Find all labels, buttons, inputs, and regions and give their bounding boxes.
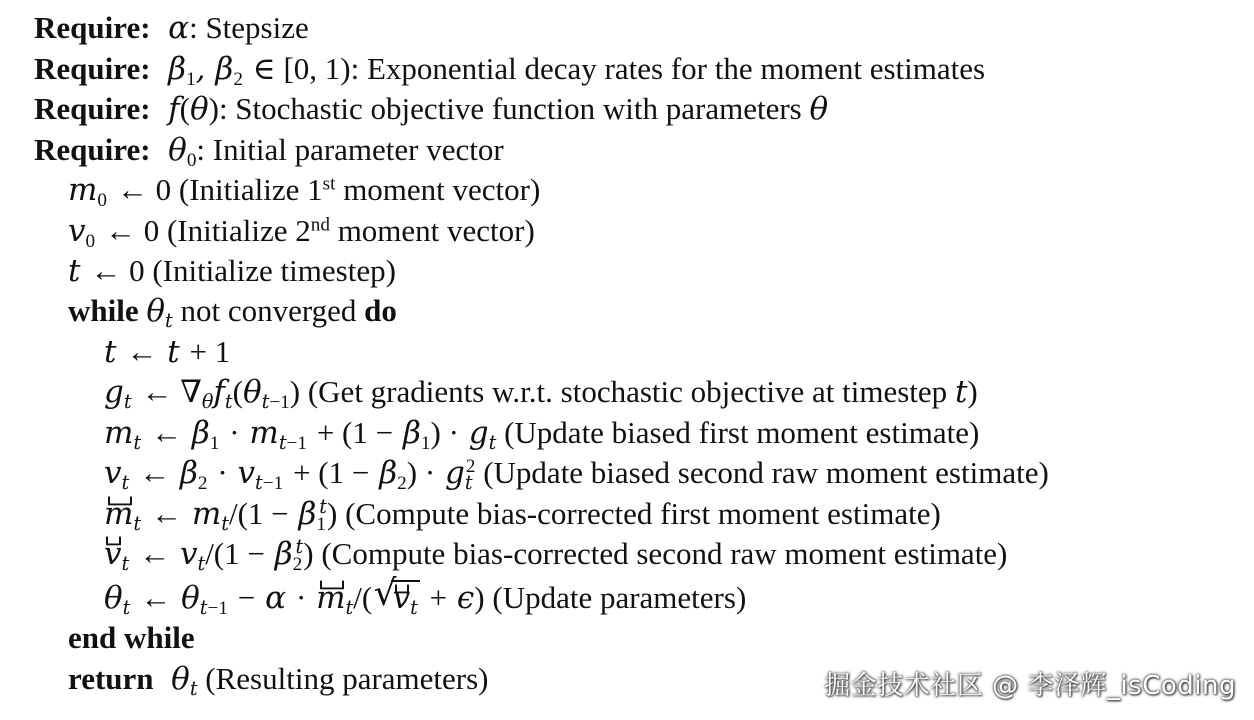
init-text-3: (Initialize timestep) bbox=[144, 253, 396, 288]
init-math-3: t ← 0 bbox=[68, 253, 145, 289]
require-keyword: Require: bbox=[34, 132, 151, 167]
while-line bbox=[68, 291, 397, 331]
loop-math-5: $m_t$ ← $m_t/(1 - \beta_1^t)$ bbox=[104, 495, 338, 535]
watermark: 掘金技术社区 @ 李泽辉_isCoding bbox=[824, 671, 1236, 701]
loop-text-4: (Update biased second raw moment estimate) bbox=[475, 455, 1049, 490]
require-keyword: Require: bbox=[34, 91, 151, 126]
require-keyword: Require: bbox=[34, 51, 151, 86]
loop-line-4 bbox=[104, 453, 1049, 493]
return-text: (Resulting parameters) bbox=[205, 661, 489, 696]
return-keyword: return bbox=[68, 661, 154, 696]
while-condition: $\theta_t$ bbox=[146, 293, 173, 332]
loop-math-3: $m_t$ ← $\beta_1 \cdot m_{t-1} + (1 - \beta_1) \cdot g_t$ bbox=[104, 415, 497, 454]
loop-line-2 bbox=[104, 372, 978, 412]
require-line-2 bbox=[34, 49, 985, 89]
require-line-3 bbox=[34, 89, 828, 129]
init-math-2: $v_0$ ← 0 bbox=[68, 213, 160, 252]
return-line bbox=[68, 659, 489, 699]
loop-math-2: $g_t$ ← $\nabla_\theta f_t(\theta_{t-1})$ bbox=[104, 374, 301, 413]
require-line-1 bbox=[34, 8, 309, 48]
while-keyword: while bbox=[68, 293, 139, 328]
end-while-line bbox=[68, 618, 195, 658]
return-math: $\theta_t$ bbox=[161, 661, 198, 700]
require-math-3: f(θ) bbox=[158, 91, 219, 127]
loop-math-4: $v_t$ ← $\beta_2 \cdot v_{t-1} + (1 - \beta_2) \cdot g_t^2$ bbox=[104, 455, 476, 494]
loop-text-3: (Update biased first moment estimate) bbox=[496, 415, 980, 450]
while-text: not converged bbox=[180, 293, 357, 328]
require-text-2: : Exponential decay rates for the moment estimates bbox=[350, 51, 986, 86]
loop-line-5 bbox=[104, 494, 941, 534]
do-keyword: do bbox=[364, 293, 397, 328]
loop-text-2: (Get gradients w.r.t. stochastic objective at timestep t) bbox=[300, 374, 978, 410]
require-text-3: : Stochastic objective function with parameters θ bbox=[218, 91, 829, 127]
loop-line-7 bbox=[104, 578, 746, 618]
require-math-1: α bbox=[158, 10, 190, 46]
init-text-1: (Initialize 1st moment vector) bbox=[171, 172, 541, 207]
require-text-1: : Stepsize bbox=[189, 10, 309, 45]
require-keyword: Require: bbox=[34, 10, 151, 45]
loop-math-1: t ← t + 1 bbox=[104, 334, 231, 370]
end-while-keyword: end while bbox=[68, 620, 195, 655]
init-line-2 bbox=[68, 211, 535, 251]
loop-math-7: $\theta_t$ ← $\theta_{t-1} - \alpha \cdot m_t/(√$ $v_t + \epsilon$) bbox=[104, 580, 485, 616]
init-math-1: $m_0$ ← 0 bbox=[68, 172, 172, 211]
init-line-3 bbox=[68, 251, 396, 291]
loop-math-6: $v_t$ ← $v_t/(1 - \beta_2^t)$ bbox=[104, 535, 314, 575]
loop-line-6 bbox=[104, 534, 1007, 574]
require-text-4: : Initial parameter vector bbox=[196, 132, 504, 167]
loop-text-5: (Compute bias-corrected first moment estimate) bbox=[337, 496, 941, 531]
require-math-4: $\theta_0$ bbox=[158, 132, 197, 171]
loop-text-6: (Compute bias-corrected second raw moment estimate) bbox=[313, 536, 1008, 571]
loop-line-3 bbox=[104, 413, 979, 453]
loop-text-7: (Update parameters) bbox=[484, 580, 747, 615]
init-line-1 bbox=[68, 170, 540, 210]
require-math-2: $\beta_1$, $\beta_2$ ∈ [0, 1) bbox=[158, 51, 351, 90]
loop-line-1 bbox=[104, 332, 230, 372]
require-line-4 bbox=[34, 130, 504, 170]
init-text-2: (Initialize 2nd moment vector) bbox=[159, 213, 535, 248]
